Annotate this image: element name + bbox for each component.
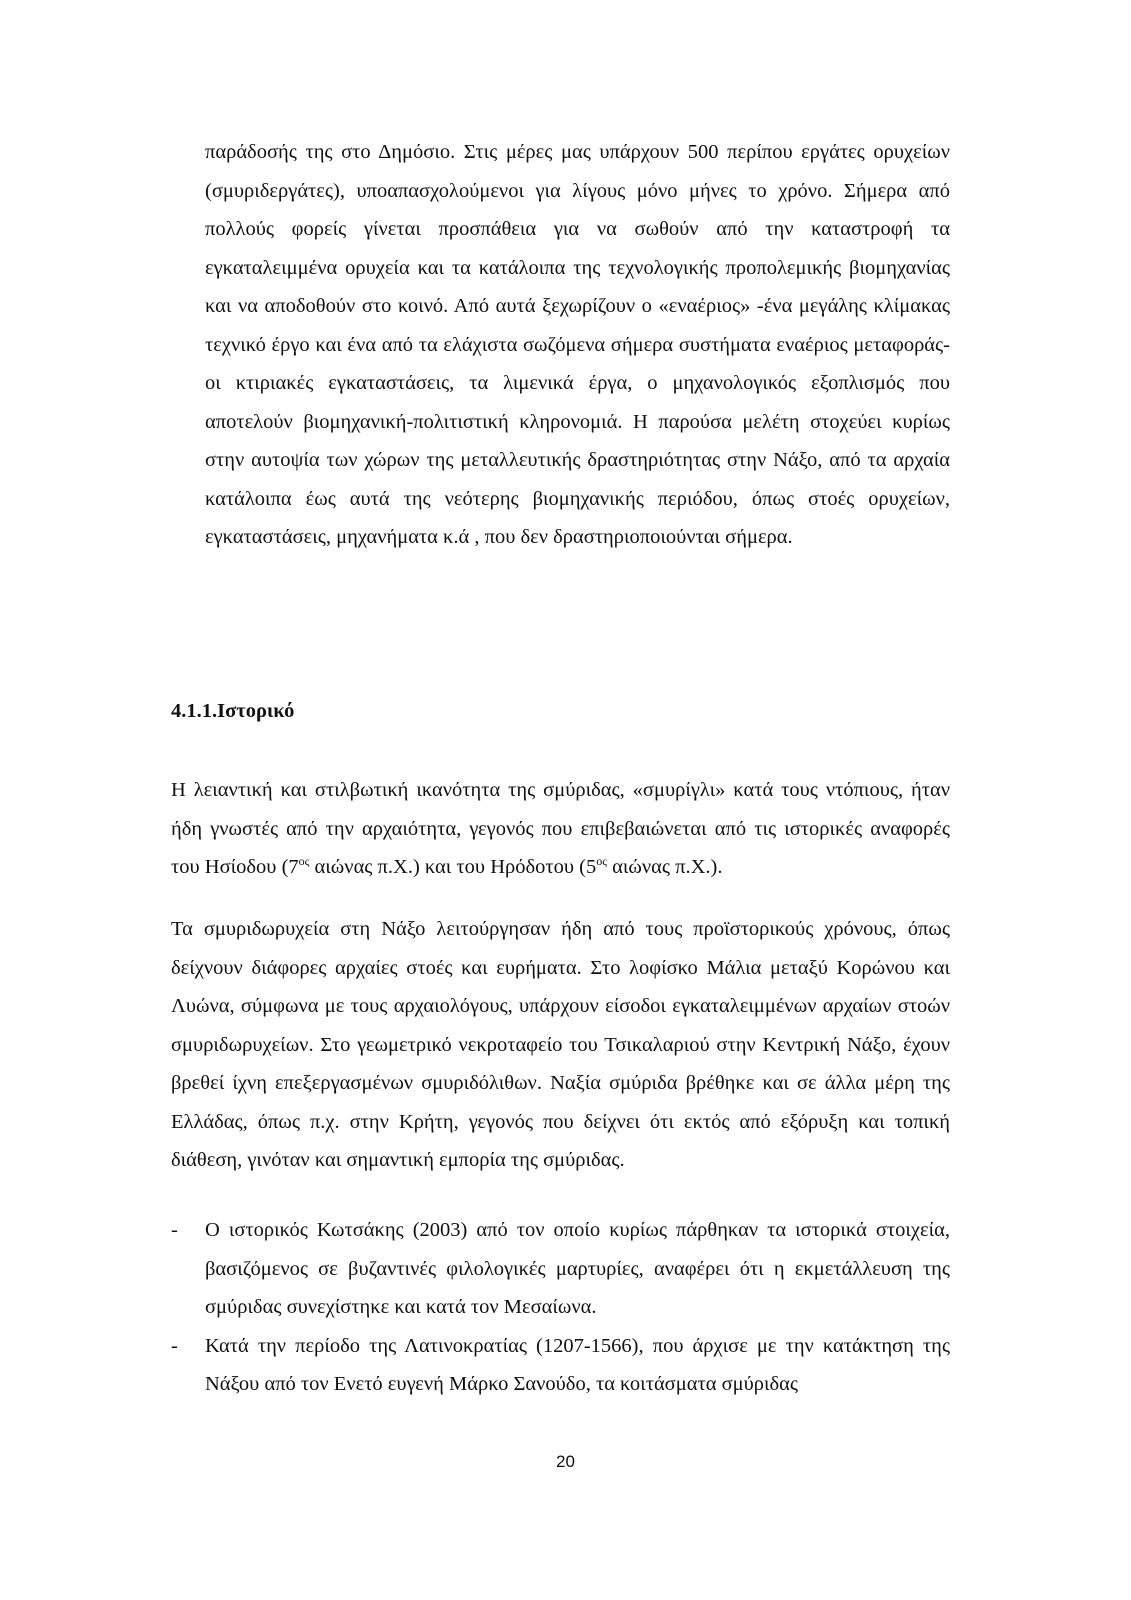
history-paragraph-1-part3: αιώνας π.Χ.). xyxy=(607,856,723,878)
history-paragraph-1-part1: Η λειαντική και στιλβωτική ικανότητα της σμύριδας, «σμυρίγλι» κατά τους ντόπιους, ήταν ήδη γνωστές από την αρχαιότητα, γεγονός που επιβεβαιώνεται από τις ιστορικές αναφορές του Ησίοδου (7 xyxy=(171,779,950,878)
ordinal-superscript-1: ος xyxy=(298,854,310,869)
list-item-text: Ο ιστορικός Κωτσάκης (2003) από τον οποίο κυρίως πάρθηκαν τα ιστορικά στοιχεία, βασιζόμενος σε βυζαντινές φιλολογικές μαρτυρίες, αναφέρει ότι η εκμετάλλευση της σμύριδας συνεχίστηκε και κατά τον Μεσαίωνα. xyxy=(205,1219,950,1318)
section-heading: 4.1.1.Ιστορικό xyxy=(171,700,295,722)
history-paragraph-1-part2: αιώνας π.Χ.) και του Ηρόδοτου (5 xyxy=(309,856,597,878)
list-item xyxy=(171,1211,950,1327)
ordinal-superscript-2: ος xyxy=(596,854,607,869)
history-paragraph-1 xyxy=(171,771,950,887)
page-number: 20 xyxy=(556,1452,575,1471)
bullet-dash: - xyxy=(171,1219,178,1241)
history-paragraph-2: Τα σμυριδωρυχεία στη Νάξο λειτούργησαν ήδη από τους προϊστορικούς χρόνους, όπως δείχνουν διάφορες αρχαίες στοές και ευρήματα. Στο λοφίσκο Μάλια μεταξύ Κορώνου και Λυώνα, σύμφωνα με τους αρχαιολόγους, υπάρχουν είσοδοι εγκαταλειμμένων αρχαίων στοών σμυριδωρυχείων. Στο γεωμετρικό νεκροταφείο του Τσικαλαριού στην Κεντρική Νάξο, έχουν βρεθεί ίχνη επεξεργασμένων σμυριδόλιθων. Ναξία σμύριδα βρέθηκε και σε άλλα μέρη της Ελλάδας, όπως π.χ. στην Κρήτη, γεγονός που δείχνει ότι εκτός από εξόρυξη και τοπική διάθεση, γινόταν και σημαντική εμπορία της σμύριδας. xyxy=(171,918,950,1171)
list-item-text: Κατά την περίοδο της Λατινοκρατίας (1207-1566), που άρχισε με την κατάκτηση της Νάξου από τον Ενετό ευγενή Μάρκο Σανούδο, τα κοιτάσματα σμύριδας xyxy=(205,1334,950,1395)
bullet-dash: - xyxy=(171,1334,178,1357)
list-item xyxy=(171,1327,950,1404)
bullet-list xyxy=(171,1211,950,1404)
intro-paragraph: παράδοσής της στο Δημόσιο. Στις μέρες μας υπάρχουν 500 περίπου εργάτες ορυχείων (σμυριδεργάτες), υποαπασχολούμενοι για λίγους μόνο μήνες το χρόνο. Σήμερα από πολλούς φορείς γίνεται προσπάθεια για να σωθούν από την καταστροφή τα εγκαταλειμμένα ορυχεία και τα κατάλοιπα της τεχνολογικής προπολεμικής βιομηχανίας και να αποδοθούν στο κοινό. Από αυτά ξεχωρίζουν ο «εναέριος» -ένα μεγάλης κλίμακας τεχνικό έργο και ένα από τα ελάχιστα σωζόμενα σήμερα συστήματα εναέριος μεταφοράς- οι κτιριακές εγκαταστάσεις, τα λιμενικά έργα, ο μηχανολογικός εξοπλισμός που αποτελούν βιομηχανική-πολιτιστική κληρονομιά. Η παρούσα μελέτη στοχεύει κυρίως στην αυτοψία των χώρων της μεταλλευτικής δραστηριότητας στην Νάξο, από τα αρχαία κατάλοιπα έως αυτά της νεότερης βιομηχανικής περιόδου, όπως στοές ορυχείων, εγκαταστάσεις, μηχανήματα κ.ά , που δεν δραστηριοποιούνται σήμερα. xyxy=(205,141,950,548)
